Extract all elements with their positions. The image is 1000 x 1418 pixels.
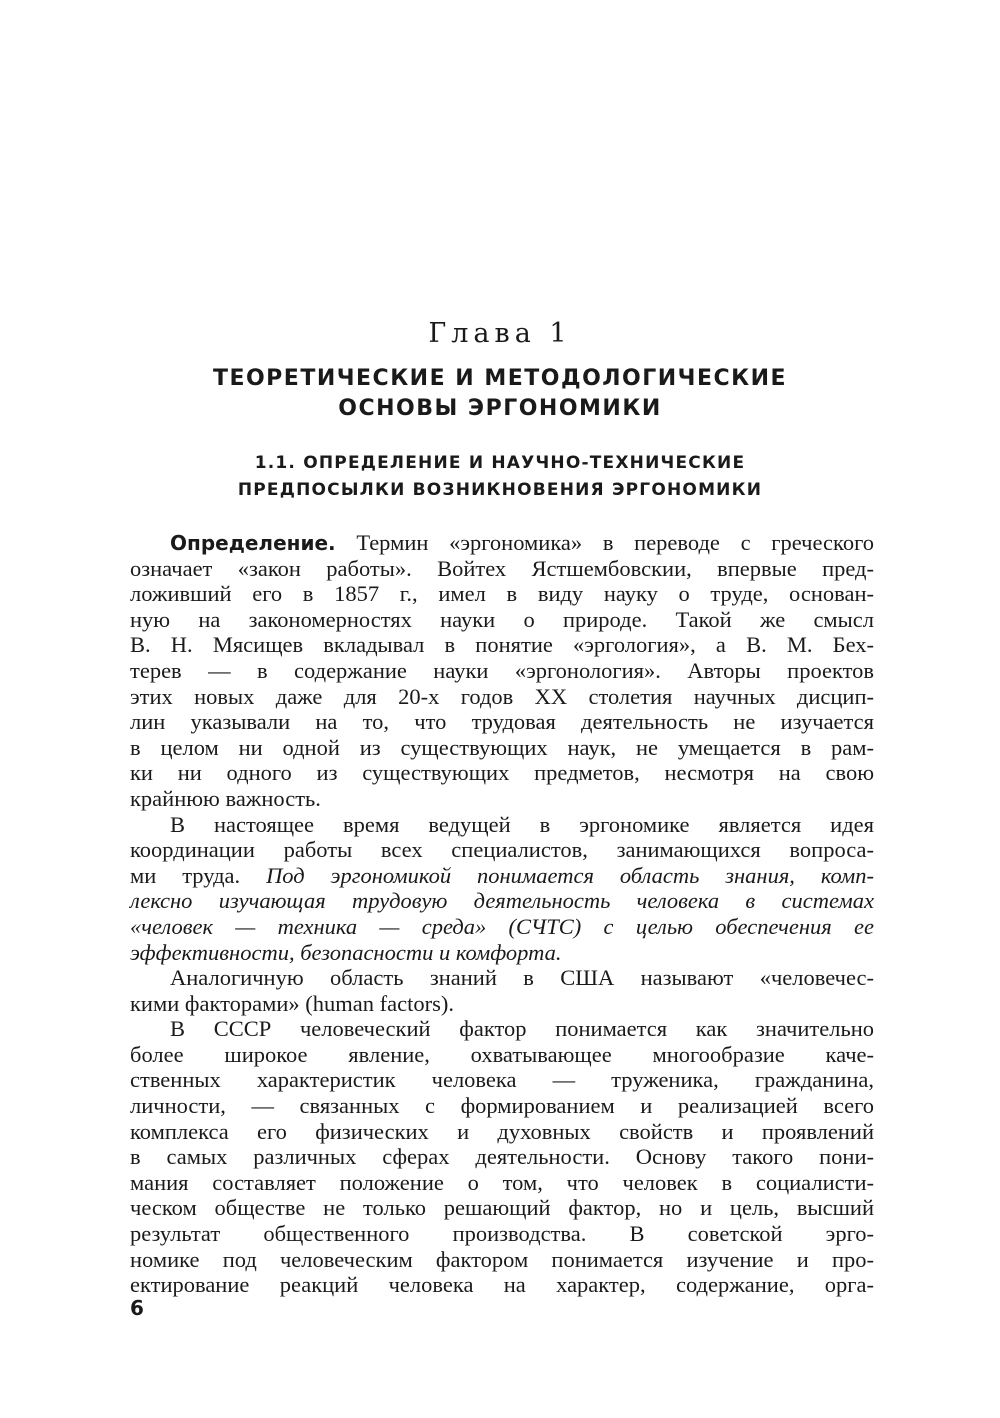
- text-line: крайнюю важность.: [130, 785, 321, 811]
- text-line: результат общественного производства. В советской эрго-: [130, 1221, 874, 1247]
- text-line: ную на закономерностях науки о природе. Такой же смысл: [130, 606, 874, 632]
- text-line: ектирование реакций человека на характер, содержание, орга-: [130, 1272, 874, 1298]
- text-line: более широкое явление, охватывающее многообразие каче-: [130, 1041, 874, 1067]
- chapter-title: [0, 364, 1000, 424]
- italic-span: Под эргономикой понимается область знания, комп-: [266, 862, 875, 888]
- text-line: ложивший его в 1857 г., имел в виду науку о труде, основан-: [130, 581, 874, 607]
- text-line: лин указывали на то, что трудовая деятельность не изучается: [130, 709, 874, 735]
- text-line: Аналогичную область знаний в США называют «человечес-: [170, 965, 874, 991]
- text-line: В настоящее время ведущей в эргономике является идея: [170, 811, 874, 837]
- section-title-line: ПРЕДПОСЫЛКИ ВОЗНИКНОВЕНИЯ ЭРГОНОМИКИ: [237, 480, 763, 500]
- definition-term: Определение.: [170, 531, 336, 555]
- text-line: означает «закон работы». Войтех Ястшембовскии, впервые пред-: [130, 555, 874, 581]
- chapter-label: Глава 1: [428, 318, 572, 349]
- section-title: [0, 450, 1000, 504]
- text-line: номике под человеческим фактором понимается изучение и про-: [130, 1246, 874, 1272]
- text-line: «человек — техника — среда» (СЧТС) с целью обеспечения ее: [130, 913, 874, 939]
- text-line: В. Н. Мясищев вкладывал в понятие «эргология», а В. М. Бех-: [130, 632, 874, 658]
- text-line: ственных характеристик человека — труженика, гражданина,: [130, 1067, 874, 1093]
- page-number: 6: [130, 1296, 144, 1320]
- chapter-title-line: ТЕОРЕТИЧЕСКИЕ И МЕТОДОЛОГИЧЕСКИЕ: [212, 366, 788, 391]
- text-line: эффективности, безопасности и комфорта.: [130, 939, 562, 965]
- text-line: мания составляет положение о том, что человек в социалисти-: [130, 1169, 874, 1195]
- text-line: комплекса его физических и духовных свойств и проявлений: [130, 1118, 874, 1144]
- section-title-line: 1.1. ОПРЕДЕЛЕНИЕ И НАУЧНО-ТЕХНИЧЕСКИЕ: [254, 453, 746, 473]
- body-text: [130, 530, 874, 1298]
- text-line: В СССР человеческий фактор понимается как значительно: [170, 1016, 874, 1042]
- text-line: [130, 530, 874, 556]
- text-line: ки ни одного из существующих предметов, несмотря на свою: [130, 760, 874, 786]
- text-line: координации работы всех специалистов, занимающихся вопроса-: [130, 837, 874, 863]
- text-line: ческом обществе не только решающий фактор, но и цель, высший: [130, 1195, 874, 1221]
- text-line: [130, 863, 874, 889]
- text-line: в самых различных сферах деятельности. Основу такого пони-: [130, 1144, 874, 1170]
- text-line: в целом ни одной из существующих наук, не умещается в рам-: [130, 734, 874, 760]
- text-span: Термин «эргономика» в переводе с греческого: [335, 530, 874, 555]
- text-line: терев — в содержание науки «эргонология». Авторы проектов: [130, 657, 874, 683]
- text-line: этих новых даже для 20-х годов XX столетия научных дисцип-: [130, 683, 874, 709]
- text-span: ми труда.: [130, 862, 267, 888]
- text-line: личности, — связанных с формированием и реализацией всего: [130, 1093, 874, 1119]
- chapter-title-line: ОСНОВЫ ЭРГОНОМИКИ: [338, 396, 662, 421]
- text-line: лексно изучающая трудовую деятельность человека в системах: [130, 888, 874, 914]
- text-line: кими факторами» (human factors).: [130, 990, 454, 1016]
